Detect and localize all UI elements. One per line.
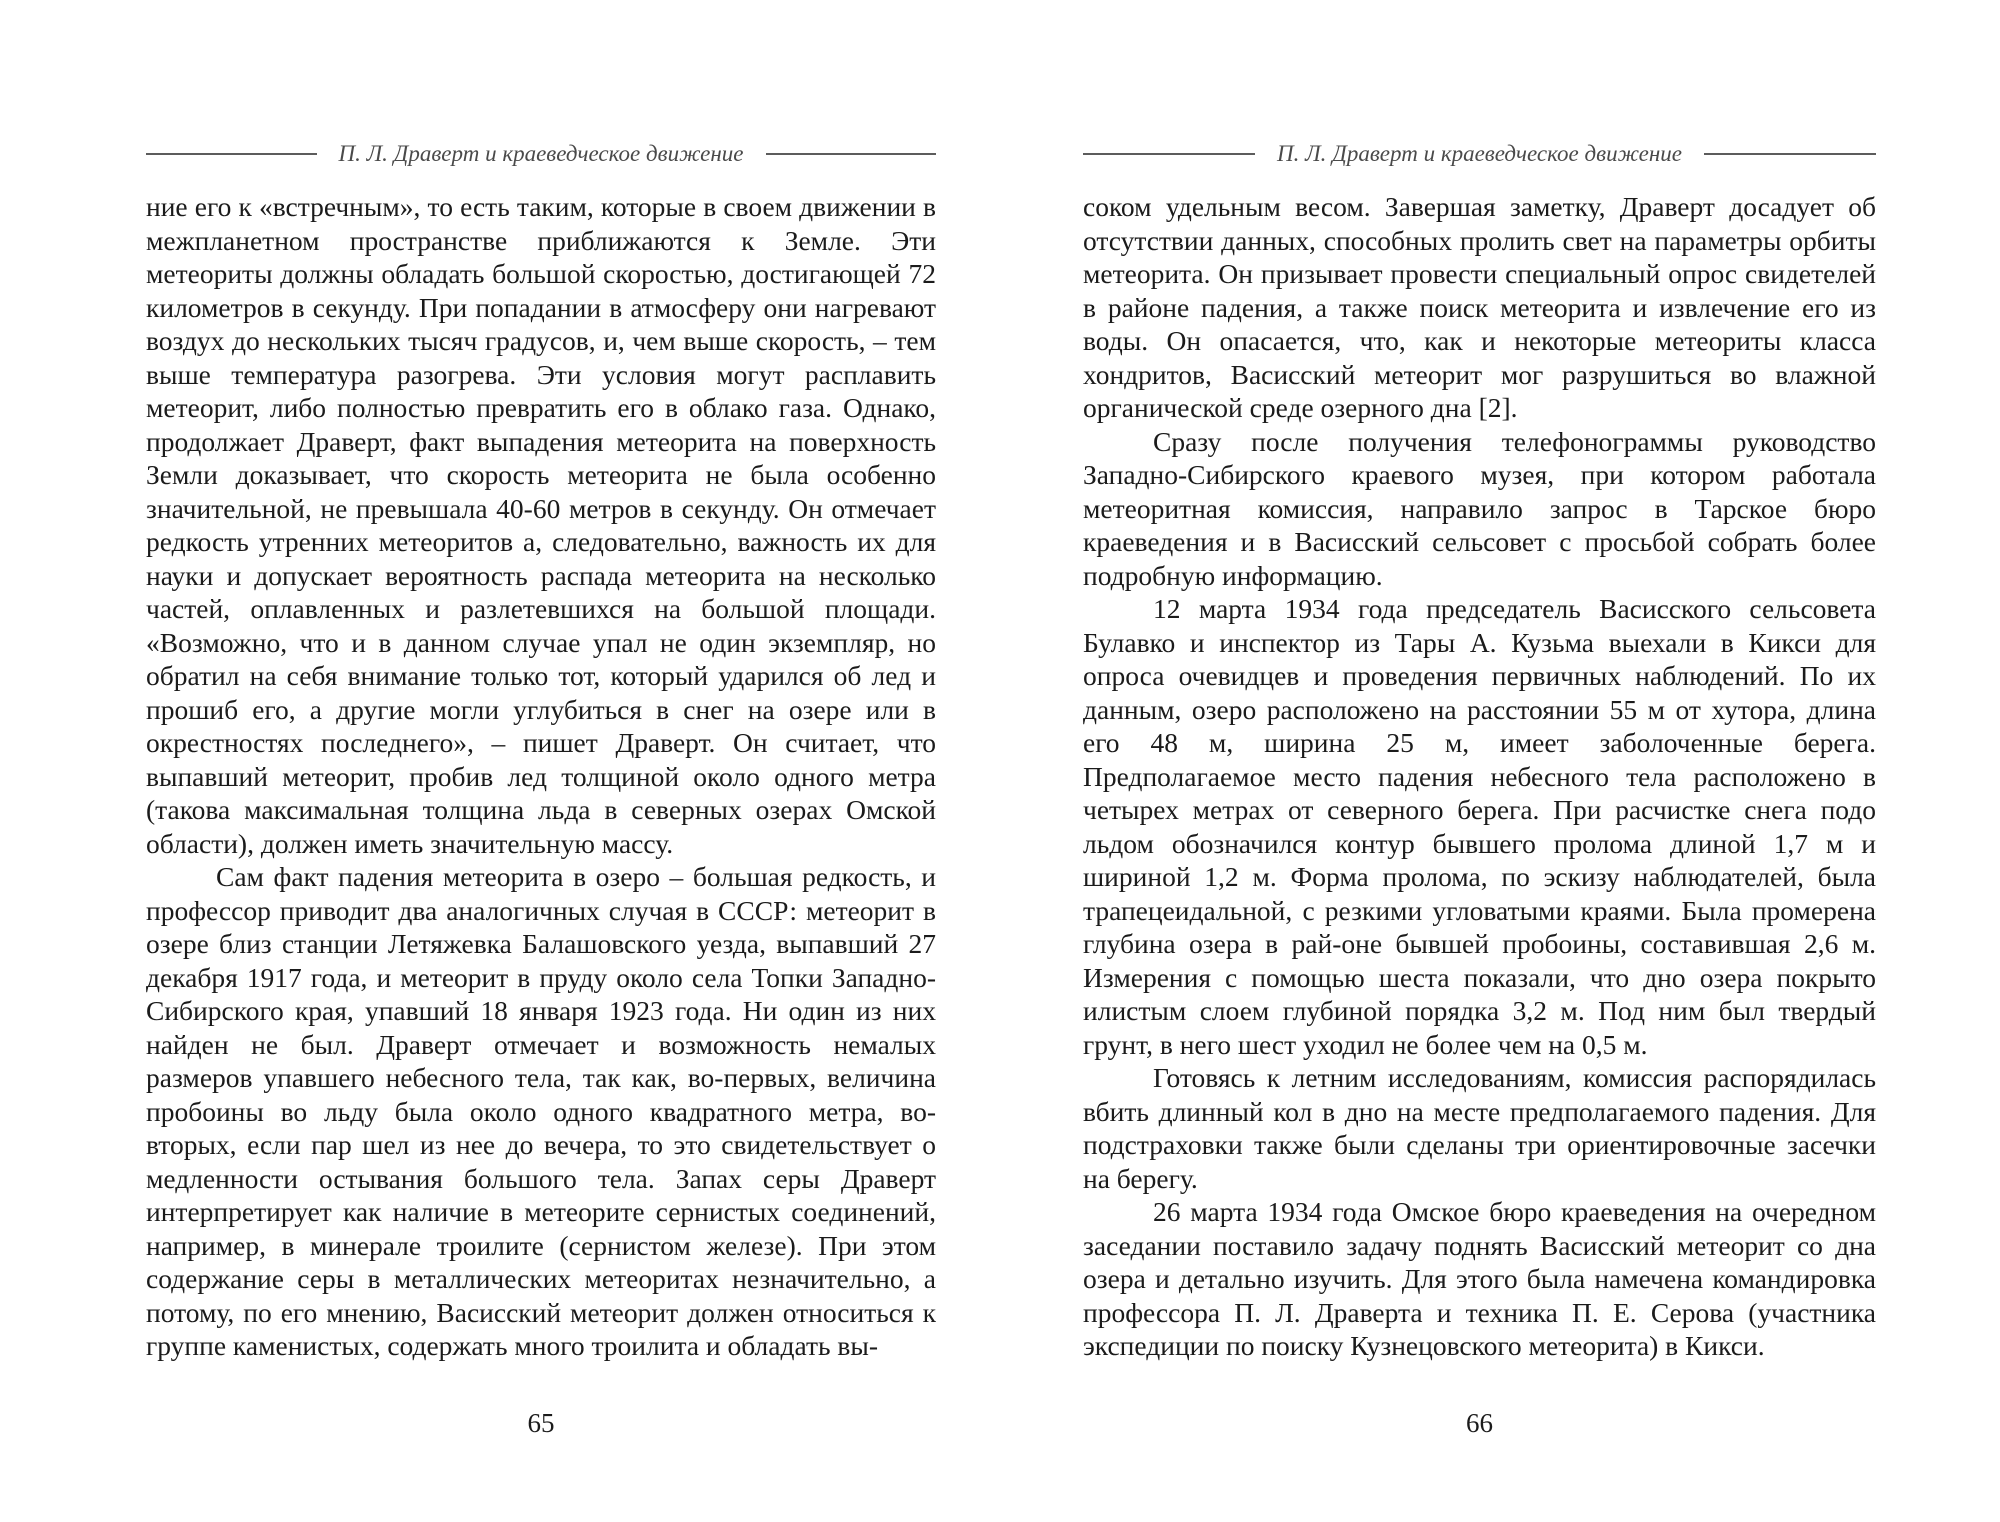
header-rule-left	[146, 153, 317, 155]
header-rule-left	[1083, 153, 1255, 155]
paragraph: ние его к «встречным», то есть таким, которые в своем движении в межпланетном пространстве приближаются к Земле. Эти метеориты должны обладать большой скоростью, достигающей 72 километров в секунду. При попадании в атмосферу они нагревают воздух до нескольких тысяч градусов, и, чем выше скорость, – тем выше температура разогрева. Эти условия могут расплавить метеорит, либо полностью превратить его в облако газа. Однако, продолжает Драверт, факт выпадения метеорита на поверхность Земли доказывает, что скорость метеорита не была особенно значительной, не превышала 40-60 метров в секунду. Он отмечает редкость утренних метеоритов а, следовательно, важность их для науки и допускает вероятность распада метеорита на несколько частей, оплавленных и разлетевшихся на большой площади. «Возможно, что и в данном случае упал не один экземпляр, но обратил на себя внимание только тот, который ударился об лед и прошиб его, а другие могли углубиться в снег на озере или в окрестностях последнего», – пишет Драверт. Он считает, что выпавший метеорит, пробив лед толщиной около одного метра (такова максимальная толщина льда в северных озерах Омской области), должен иметь значительную массу.	[146, 191, 936, 859]
page-body	[1083, 190, 1876, 1363]
right-page	[1083, 0, 1876, 1522]
page-number: 65	[527, 1408, 555, 1438]
running-head-title: П. Л. Драверт и краеведческое движение	[338, 141, 744, 166]
paragraph: Сам факт падения метеорита в озеро – большая редкость, и профессор приводит два аналогичных случая в СССР: метеорит в озере близ станции Летяжевка Балашовского уезда, выпавший 27 декабря 1917 года, и метеорит в пруду около села Топки Западно-Сибирского края, упавший 18 января 1923 года. Ни один из них найден не был. Драверт отмечает и возможность немалых размеров упавшего небесного тела, так как, во-первых, величина пробоины во льду была около одного квадратного метра, во-вторых, если пар шел из нее до вечера, то это свидетельствует о медленности остывания большого тела. Запах серы Драверт интерпретирует как наличие в метеорите сернистых соединений, например, в минерале троилите (сернистом железе). При этом содержание серы в металлических метеоритах незначительно, а потому, по его мнению, Васисский метеорит должен относиться к группе каменистых, содержать много троилита и обладать вы-	[146, 861, 936, 1361]
page-body	[146, 190, 936, 1363]
page-number: 66	[1466, 1408, 1493, 1438]
left-page	[146, 0, 936, 1522]
paragraph: Сразу после получения телефонограммы руководство Западно-Сибирского краевого музея, при котором работала метеоритная комиссия, направило запрос в Тарское бюро краеведения и в Васисский сельсовет с просьбой собрать более подробную информацию.	[1083, 425, 1876, 591]
paragraph: соком удельным весом. Завершая заметку, Драверт досадует об отсутствии данных, способных пролить свет на параметры орбиты метеорита. Он призывает провести специальный опрос свидетелей в районе падения, а также поиск метеорита и извлечение его из воды. Он опасается, что, как и некоторые метеориты класса хондритов, Васисский метеорит мог разрушиться во влажной органической среде озерного дна [2].	[1083, 191, 1876, 423]
paragraph: 12 марта 1934 года председатель Васисского сельсовета Булавко и инспектор из Тары А. Кузьма выехали в Кикси для опроса очевидцев и проведения первичных наблюдений. По их данным, озеро расположено на расстоянии 55 м от хутора, длина его 48 м, ширина 25 м, имеет заболоченные берега. Предполагаемое место падения небесного тела расположено в четырех метрах от северного берега. При расчистке снега подо льдом обозначился контур бывшего пролома длиной 1,7 м и шириной 1,2 м. Форма пролома, по эскизу наблюдателей, была трапецеидальной, с резкими угловатыми краями. Была промерена глубина озера в рай-оне бывшей пробоины, составившая 2,6 м. Измерения с помощью шеста показали, что дно озера покрыто илистым слоем глубиной порядка 3,2 м. Под ним был твердый грунт, в него шест уходил не более чем на 0,5 м.	[1083, 593, 1876, 1060]
header-rule-right	[766, 153, 937, 155]
running-head-title: П. Л. Драверт и краеведческое движение	[1277, 141, 1683, 166]
paragraph: Готовясь к летним исследованиям, комиссия распорядилась вбить длинный кол в дно на месте предполагаемого падения. Для подстраховки также были сделаны три ориентировочные засечки на берегу.	[1083, 1062, 1876, 1194]
running-head	[1083, 136, 1876, 172]
header-rule-right	[1704, 153, 1876, 155]
paragraph: 26 марта 1934 года Омское бюро краеведения на очередном заседании поставило задачу поднять Васисский метеорит со дна озера и детально изучить. Для этого была намечена командировка профессора П. Л. Драверта и техника П. Е. Серова (участника экспедиции по поиску Кузнецовского метеорита) в Кикси.	[1083, 1196, 1876, 1361]
running-head	[146, 136, 936, 172]
